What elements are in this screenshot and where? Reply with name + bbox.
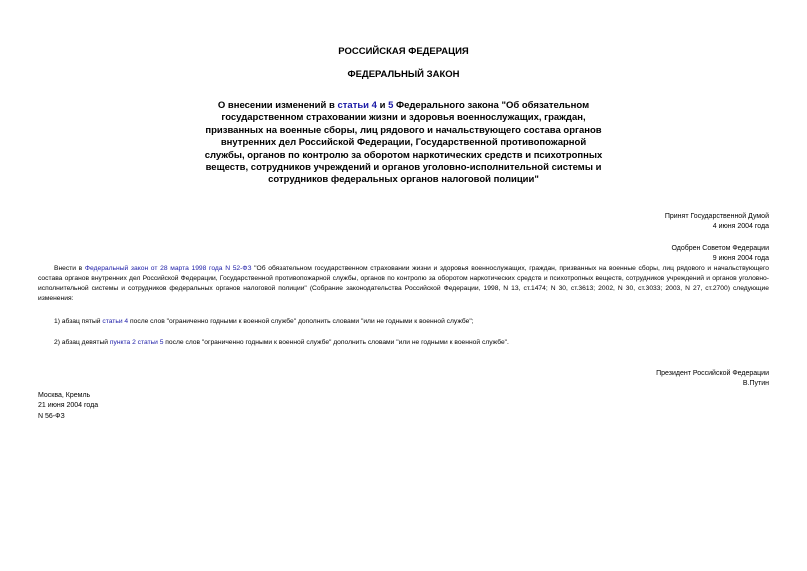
title-mid: и [376,100,389,111]
signature-name: В.Путин [742,380,769,387]
duma-adoption [665,212,769,232]
amendment-item-2 [54,338,509,348]
duma-adoption-line1: Принят Государственной Думой [664,213,769,220]
title-suffix: Федерального закона "Об обязательном государственном страховании жизни и здоровья военнослужащих, граждан, призванных на военные сборы, лиц рядового и начальствующего состава органов внутренних дел Российской Федерации, Государственной противопожарной службы, органов по контролю за оборотом наркотических средств и психотропных веществ, сотрудников учреждений и органов уголовно-исполнительной системы и сотрудников федеральных органов налоговой полиции" [204,100,603,186]
item2-text: после слов "ограниченно годными к военной службе" дополнить словами "или не годными к военной службе". [163,339,509,346]
signing-date: 21 июня 2004 года [38,402,99,410]
title-link-article-5[interactable]: 5 [388,100,394,111]
law-number: N 56-ФЗ [38,412,65,420]
council-approval-line1: Одобрен Советом Федерации [671,245,769,252]
item1-text: после слов "ограниченно годными к военной службе" дополнить словами "или не годными к военной службе"; [128,318,474,325]
item1-prefix: 1) абзац пятый [54,318,103,325]
intro-paragraph [38,264,769,304]
item2-prefix: 2) абзац девятый [54,339,110,346]
duma-adoption-line2: 4 июня 2004 года [712,223,769,230]
title-link-article-4[interactable]: статьи 4 [337,100,377,111]
item2-link[interactable]: пункта 2 статьи 5 [109,339,164,346]
place-date-block [38,391,98,422]
item1-link[interactable]: статьи 4 [102,318,129,325]
intro-law-link[interactable]: Федеральный закон от 28 марта 1998 года N 52-ФЗ [84,265,252,272]
council-approval [671,244,769,264]
intro-text: "Об обязательном государственном страховании жизни и здоровья военнослужащих, граждан, призванных на военные сборы, лиц рядового и начальствующего состава органов внутренних дел Российской Федерации, Государственной противопожарной службы, органов по контролю за оборотом наркотических средств и психотропных веществ, сотрудников учреждений и органов уголовно-исполнительной системы и сотрудников федеральных органов налоговой полиции" (Собрание законодательства Российской Федерации, 1998, N 13, ст.1474; N 30, ст.3613; 2002, N 30, ст.3033; 2003, N 27, ст.2700) следующие изменения: [38,265,769,302]
law-title [200,100,607,187]
amendment-item-1 [54,317,474,327]
title-prefix: О внесении изменений в [217,100,338,111]
signature-block [656,369,769,389]
doc-type-heading: ФЕДЕРАЛЬНЫЙ ЗАКОН [347,69,460,80]
council-approval-line2: 9 июня 2004 года [712,255,769,262]
country-heading: РОССИЙСКАЯ ФЕДЕРАЦИЯ [338,46,469,57]
signature-position: Президент Российской Федерации [656,370,769,377]
intro-prefix: Внести в [54,265,85,272]
place-city: Москва, Кремль [38,392,91,399]
